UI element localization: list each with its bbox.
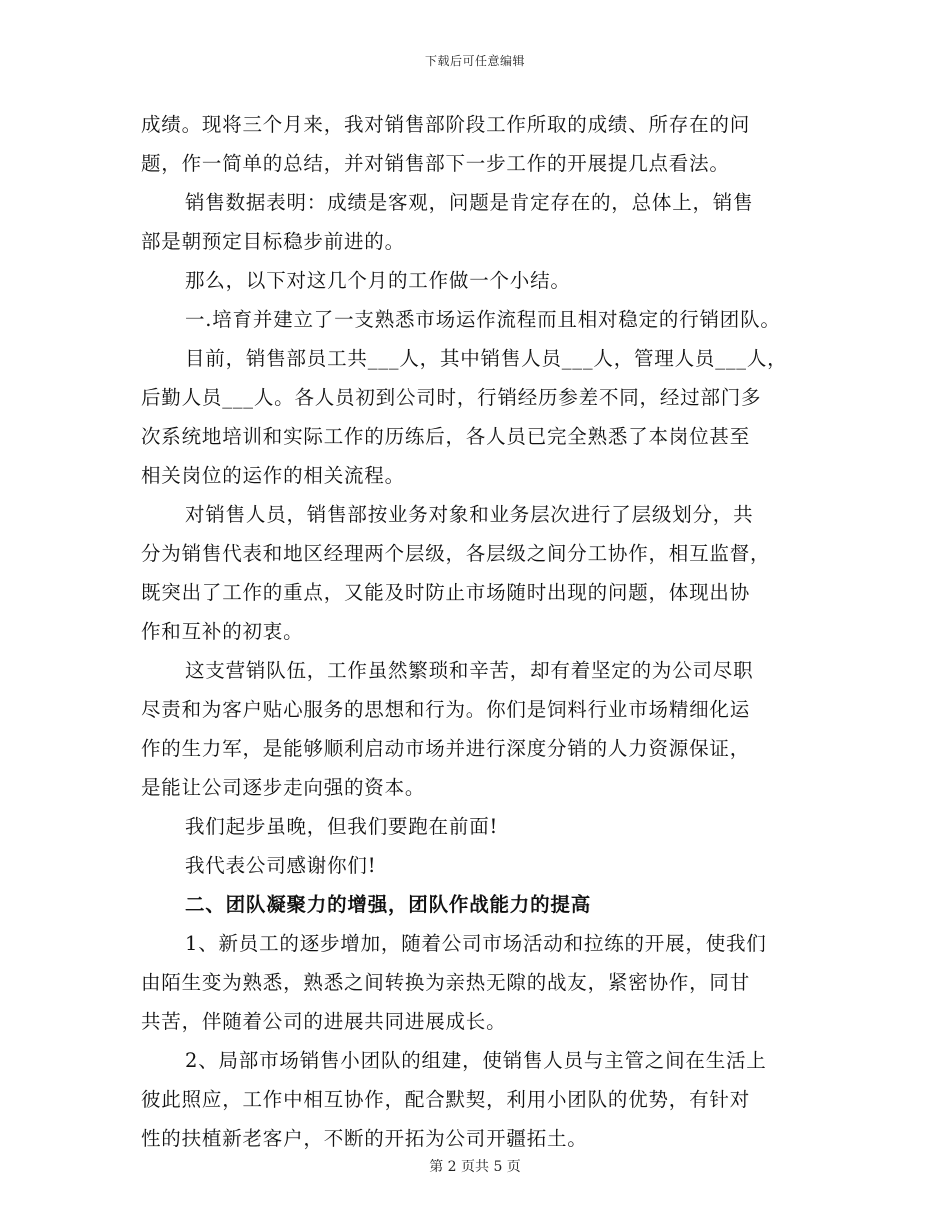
text-line: 部是朝预定目标稳步前进的。 bbox=[141, 230, 405, 253]
text-line: 共苦，伴随着公司的进展共同进展成长。 bbox=[141, 1010, 507, 1033]
text-line: 我代表公司感谢你们! bbox=[185, 854, 377, 877]
text-line: 作的生力军，是能够顺利启动市场并进行深度分销的人力资源保证， bbox=[141, 737, 751, 760]
text-line: 次系统地培训和实际工作的历练后，各人员已完全熟悉了本岗位甚至 bbox=[141, 425, 751, 448]
text-line: 后勤人员___人。各人员初到公司时，行销经历参差不同，经过部门多 bbox=[141, 386, 762, 409]
document-body bbox=[141, 105, 821, 1158]
text-line: 由陌生变为熟悉，熟悉之间转换为亲热无隙的战友，紧密协作，同甘 bbox=[141, 971, 751, 994]
text-line: 销售数据表明：成绩是客观，问题是肯定存在的，总体上，销售 bbox=[185, 191, 754, 214]
text-line: 既突出了工作的重点，又能及时防止市场随时出现的问题，体现出协 bbox=[141, 581, 751, 604]
text-line: 分为销售代表和地区经理两个层级，各层级之间分工协作，相互监督， bbox=[141, 542, 771, 565]
text-line: 目前，销售部员工共___人，其中销售人员___人，管理人员___人， bbox=[185, 347, 788, 370]
text-line: 对销售人员，销售部按业务对象和业务层次进行了层级划分，共 bbox=[185, 503, 754, 526]
text-line: 成绩。现将三个月来，我对销售部阶段工作所取的成绩、所存在的问 bbox=[141, 113, 751, 136]
text-line: 尽责和为客户贴心服务的思想和行为。你们是饲料行业市场精细化运 bbox=[141, 698, 751, 721]
text-line: 相关岗位的运作的相关流程。 bbox=[141, 464, 405, 487]
text-line: 彼此照应，工作中相互协作，配合默契，利用小团队的优势，有针对 bbox=[141, 1088, 751, 1111]
text-line: 一.培育并建立了一支熟悉市场运作流程而且相对稳定的行销团队。 bbox=[185, 308, 781, 331]
text-line: 2、局部市场销售小团队的组建，使销售人员与主管之间在生活上 bbox=[185, 1049, 767, 1072]
text-line: 我们起步虽晚，但我们要跑在前面! bbox=[185, 815, 499, 838]
text-line: 那么，以下对这几个月的工作做一个小结。 bbox=[185, 269, 571, 292]
page-header: 下载后可任意编辑 bbox=[424, 54, 525, 68]
text-line: 这支营销队伍，工作虽然繁琐和辛苦，却有着坚定的为公司尽职 bbox=[185, 659, 754, 682]
text-line: 题，作一简单的总结，并对销售部下一步工作的开展提几点看法。 bbox=[141, 152, 730, 175]
text-line: 1、新员工的逐步增加，随着公司市场活动和拉练的开展，使我们 bbox=[185, 932, 767, 955]
section-heading: 二、团队凝聚力的增强，团队作战能力的提高 bbox=[185, 893, 592, 916]
page-footer: 第 2 页共 5 页 bbox=[429, 1159, 521, 1175]
text-line: 作和互补的初衷。 bbox=[141, 620, 304, 643]
text-line: 性的扶植新老客户，不断的开拓为公司开疆拓土。 bbox=[141, 1127, 588, 1150]
text-line: 是能让公司逐步走向强的资本。 bbox=[141, 776, 426, 799]
